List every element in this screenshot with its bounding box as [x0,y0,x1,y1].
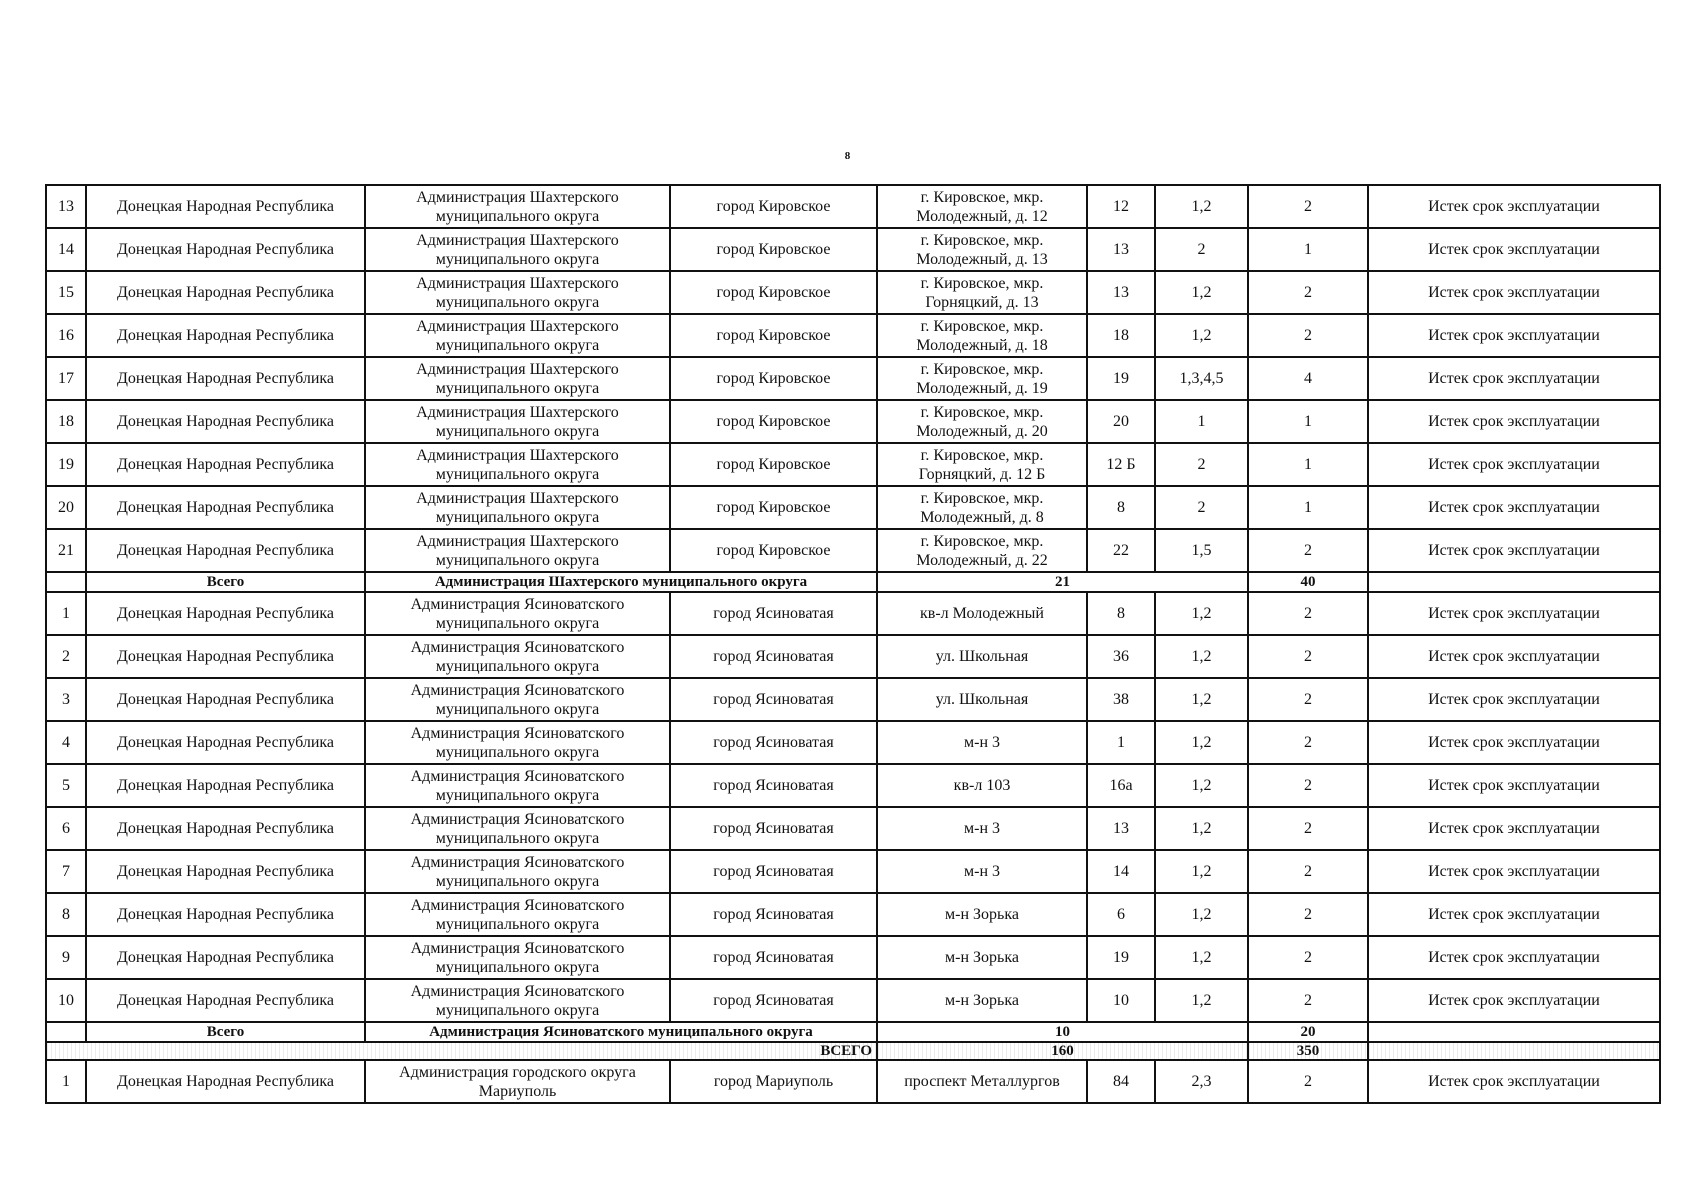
entrances-cell: 1,5 [1155,529,1248,572]
address-cell: ул. Школьная [877,678,1087,721]
row-number: 10 [46,979,86,1022]
city-cell: город Ясиноватая [670,850,877,893]
grand-total-empty-cell [1368,1042,1660,1060]
row-number: 8 [46,893,86,936]
entrances-cell: 1,2 [1155,807,1248,850]
city-cell: город Мариуполь [670,1060,877,1103]
region-cell: Донецкая Народная Республика [86,486,365,529]
administration-cell: Администрация Шахтерского муниципального округа [365,357,670,400]
administration-cell: Администрация Ясиноватского муниципального округа [365,979,670,1022]
reason-cell: Истек срок эксплуатации [1368,357,1660,400]
table-row [46,678,1660,721]
row-number: 7 [46,850,86,893]
reason-cell: Истек срок эксплуатации [1368,635,1660,678]
row-number: 21 [46,529,86,572]
address-cell: м-н 3 [877,721,1087,764]
house-number-cell: 6 [1087,893,1155,936]
lift-count-cell: 4 [1248,357,1368,400]
table-row [46,185,1660,228]
total-administration: Администрация Ясиноватского муниципального округа [365,1022,877,1042]
lift-count-cell: 2 [1248,529,1368,572]
city-cell: город Кировское [670,185,877,228]
address-cell: ул. Школьная [877,635,1087,678]
total-label: Всего [86,1022,365,1042]
table-row [46,635,1660,678]
reason-cell: Истек срок эксплуатации [1368,979,1660,1022]
city-cell: город Ясиноватая [670,807,877,850]
house-number-cell: 38 [1087,678,1155,721]
administration-cell: Администрация Шахтерского муниципального округа [365,185,670,228]
house-number-cell: 20 [1087,400,1155,443]
reason-cell: Истек срок эксплуатации [1368,400,1660,443]
entrances-cell: 1,2 [1155,185,1248,228]
total-houses: 21 [877,572,1248,592]
administration-cell: Администрация Ясиноватского муниципального округа [365,850,670,893]
entrances-cell: 1,2 [1155,592,1248,635]
table-row [46,486,1660,529]
lift-count-cell: 1 [1248,228,1368,271]
table-row [46,850,1660,893]
city-cell: город Кировское [670,400,877,443]
lift-count-cell: 2 [1248,185,1368,228]
table-row [46,764,1660,807]
table-row [46,228,1660,271]
city-cell: город Кировское [670,486,877,529]
row-number: 2 [46,635,86,678]
lift-count-cell: 2 [1248,721,1368,764]
administration-cell: Администрация Ясиноватского муниципального округа [365,678,670,721]
row-number: 16 [46,314,86,357]
administration-cell: Администрация Ясиноватского муниципального округа [365,764,670,807]
section-total-row [46,1022,1660,1042]
house-number-cell: 19 [1087,936,1155,979]
entrances-cell: 1,2 [1155,314,1248,357]
city-cell: город Кировское [670,529,877,572]
administration-cell: Администрация Шахтерского муниципального округа [365,400,670,443]
city-cell: город Ясиноватая [670,592,877,635]
table-row [46,592,1660,635]
table-row [46,357,1660,400]
reason-cell: Истек срок эксплуатации [1368,1060,1660,1103]
lift-count-cell: 2 [1248,936,1368,979]
grand-total-lift-count: 350 [1248,1042,1368,1060]
total-houses: 10 [877,1022,1248,1042]
row-number: 1 [46,592,86,635]
lift-count-cell: 2 [1248,592,1368,635]
house-number-cell: 13 [1087,807,1155,850]
city-cell: город Ясиноватая [670,678,877,721]
entrances-cell: 2 [1155,228,1248,271]
house-number-cell: 13 [1087,271,1155,314]
address-cell: г. Кировское, мкр. Молодежный, д. 22 [877,529,1087,572]
administration-cell: Администрация Шахтерского муниципального округа [365,271,670,314]
entrances-cell: 1,2 [1155,936,1248,979]
reason-cell: Истек срок эксплуатации [1368,721,1660,764]
total-empty-cell [1368,1022,1660,1042]
city-cell: город Ясиноватая [670,936,877,979]
reason-cell: Истек срок эксплуатации [1368,850,1660,893]
administration-cell: Администрация Ясиноватского муниципального округа [365,936,670,979]
city-cell: город Кировское [670,443,877,486]
administration-cell: Администрация Ясиноватского муниципального округа [365,807,670,850]
table-row [46,314,1660,357]
grand-total-label: ВСЕГО [46,1042,877,1060]
table-row [46,529,1660,572]
house-number-cell: 1 [1087,721,1155,764]
table-row [46,979,1660,1022]
table-row [46,271,1660,314]
city-cell: город Кировское [670,357,877,400]
administration-cell: Администрация Ясиноватского муниципального округа [365,721,670,764]
address-cell: г. Кировское, мкр. Молодежный, д. 8 [877,486,1087,529]
entrances-cell: 1,2 [1155,271,1248,314]
table-row [46,721,1660,764]
reason-cell: Истек срок эксплуатации [1368,529,1660,572]
administration-cell: Администрация Шахтерского муниципального округа [365,228,670,271]
address-cell: м-н Зорька [877,936,1087,979]
city-cell: город Ясиноватая [670,764,877,807]
reason-cell: Истек срок эксплуатации [1368,893,1660,936]
house-number-cell: 36 [1087,635,1155,678]
region-cell: Донецкая Народная Республика [86,443,365,486]
house-number-cell: 8 [1087,592,1155,635]
region-cell: Донецкая Народная Республика [86,635,365,678]
row-number: 4 [46,721,86,764]
house-number-cell: 13 [1087,228,1155,271]
administration-cell: Администрация Шахтерского муниципального округа [365,529,670,572]
reason-cell: Истек срок эксплуатации [1368,936,1660,979]
row-number: 3 [46,678,86,721]
house-number-cell: 19 [1087,357,1155,400]
lift-count-cell: 1 [1248,443,1368,486]
city-cell: город Ясиноватая [670,893,877,936]
reason-cell: Истек срок эксплуатации [1368,764,1660,807]
lift-count-cell: 2 [1248,314,1368,357]
address-cell: кв-л Молодежный [877,592,1087,635]
region-cell: Донецкая Народная Республика [86,228,365,271]
reason-cell: Истек срок эксплуатации [1368,486,1660,529]
lift-count-cell: 2 [1248,271,1368,314]
reason-cell: Истек срок эксплуатации [1368,678,1660,721]
address-cell: г. Кировское, мкр. Горняцкий, д. 12 Б [877,443,1087,486]
region-cell: Донецкая Народная Республика [86,807,365,850]
registry-table [45,184,1661,1104]
row-number: 5 [46,764,86,807]
address-cell: проспект Металлургов [877,1060,1087,1103]
row-number: 1 [46,1060,86,1103]
address-cell: г. Кировское, мкр. Молодежный, д. 12 [877,185,1087,228]
region-cell: Донецкая Народная Республика [86,936,365,979]
administration-cell: Администрация Шахтерского муниципального округа [365,443,670,486]
entrances-cell: 1,3,4,5 [1155,357,1248,400]
total-administration: Администрация Шахтерского муниципального округа [365,572,877,592]
house-number-cell: 10 [1087,979,1155,1022]
address-cell: г. Кировское, мкр. Молодежный, д. 18 [877,314,1087,357]
house-number-cell: 14 [1087,850,1155,893]
entrances-cell: 1,2 [1155,678,1248,721]
administration-cell: Администрация Ясиноватского муниципального округа [365,592,670,635]
city-cell: город Ясиноватая [670,721,877,764]
region-cell: Донецкая Народная Республика [86,592,365,635]
address-cell: г. Кировское, мкр. Горняцкий, д. 13 [877,271,1087,314]
address-cell: м-н 3 [877,807,1087,850]
region-cell: Донецкая Народная Республика [86,979,365,1022]
row-number: 9 [46,936,86,979]
region-cell: Донецкая Народная Республика [86,357,365,400]
reason-cell: Истек срок эксплуатации [1368,807,1660,850]
administration-cell: Администрация Шахтерского муниципального округа [365,486,670,529]
house-number-cell: 22 [1087,529,1155,572]
region-cell: Донецкая Народная Республика [86,400,365,443]
entrances-cell: 2,3 [1155,1060,1248,1103]
entrances-cell: 2 [1155,443,1248,486]
total-empty-cell [46,572,86,592]
house-number-cell: 8 [1087,486,1155,529]
city-cell: город Кировское [670,228,877,271]
row-number: 17 [46,357,86,400]
region-cell: Донецкая Народная Республика [86,764,365,807]
lift-count-cell: 2 [1248,893,1368,936]
entrances-cell: 1,2 [1155,721,1248,764]
table-row [46,807,1660,850]
address-cell: г. Кировское, мкр. Молодежный, д. 19 [877,357,1087,400]
row-number: 19 [46,443,86,486]
grand-total-houses: 160 [877,1042,1248,1060]
region-cell: Донецкая Народная Республика [86,185,365,228]
administration-cell: Администрация Ясиноватского муниципального округа [365,635,670,678]
lift-count-cell: 2 [1248,979,1368,1022]
region-cell: Донецкая Народная Республика [86,1060,365,1103]
reason-cell: Истек срок эксплуатации [1368,443,1660,486]
reason-cell: Истек срок эксплуатации [1368,271,1660,314]
grand-total-row [46,1042,1660,1060]
address-cell: кв-л 103 [877,764,1087,807]
entrances-cell: 2 [1155,486,1248,529]
region-cell: Донецкая Народная Республика [86,678,365,721]
address-cell: м-н Зорька [877,979,1087,1022]
administration-cell: Администрация городского округа Мариуполь [365,1060,670,1103]
table-row [46,1060,1660,1103]
table-row [46,400,1660,443]
total-lift-count: 20 [1248,1022,1368,1042]
total-empty-cell [1368,572,1660,592]
entrances-cell: 1,2 [1155,893,1248,936]
region-cell: Донецкая Народная Республика [86,721,365,764]
row-number: 6 [46,807,86,850]
city-cell: город Кировское [670,314,877,357]
entrances-cell: 1,2 [1155,850,1248,893]
lift-count-cell: 1 [1248,486,1368,529]
entrances-cell: 1,2 [1155,635,1248,678]
total-lift-count: 40 [1248,572,1368,592]
row-number: 14 [46,228,86,271]
house-number-cell: 16а [1087,764,1155,807]
region-cell: Донецкая Народная Республика [86,529,365,572]
administration-cell: Администрация Ясиноватского муниципального округа [365,893,670,936]
city-cell: город Ясиноватая [670,979,877,1022]
table-row [46,936,1660,979]
table-row [46,893,1660,936]
address-cell: г. Кировское, мкр. Молодежный, д. 13 [877,228,1087,271]
table-row [46,443,1660,486]
address-cell: м-н 3 [877,850,1087,893]
lift-count-cell: 2 [1248,807,1368,850]
house-number-cell: 18 [1087,314,1155,357]
lift-count-cell: 2 [1248,635,1368,678]
page-number: 8 [844,150,851,162]
reason-cell: Истек срок эксплуатации [1368,592,1660,635]
lift-count-cell: 1 [1248,400,1368,443]
city-cell: город Кировское [670,271,877,314]
total-empty-cell [46,1022,86,1042]
entrances-cell: 1,2 [1155,979,1248,1022]
house-number-cell: 84 [1087,1060,1155,1103]
house-number-cell: 12 [1087,185,1155,228]
city-cell: город Ясиноватая [670,635,877,678]
lift-count-cell: 2 [1248,1060,1368,1103]
section-total-row [46,572,1660,592]
lift-count-cell: 2 [1248,678,1368,721]
house-number-cell: 12 Б [1087,443,1155,486]
address-cell: м-н Зорька [877,893,1087,936]
region-cell: Донецкая Народная Республика [86,850,365,893]
reason-cell: Истек срок эксплуатации [1368,228,1660,271]
address-cell: г. Кировское, мкр. Молодежный, д. 20 [877,400,1087,443]
total-label: Всего [86,572,365,592]
row-number: 20 [46,486,86,529]
reason-cell: Истек срок эксплуатации [1368,185,1660,228]
region-cell: Донецкая Народная Республика [86,271,365,314]
administration-cell: Администрация Шахтерского муниципального округа [365,314,670,357]
row-number: 18 [46,400,86,443]
row-number: 13 [46,185,86,228]
region-cell: Донецкая Народная Республика [86,893,365,936]
row-number: 15 [46,271,86,314]
entrances-cell: 1 [1155,400,1248,443]
reason-cell: Истек срок эксплуатации [1368,314,1660,357]
region-cell: Донецкая Народная Республика [86,314,365,357]
lift-count-cell: 2 [1248,850,1368,893]
entrances-cell: 1,2 [1155,764,1248,807]
lift-count-cell: 2 [1248,764,1368,807]
